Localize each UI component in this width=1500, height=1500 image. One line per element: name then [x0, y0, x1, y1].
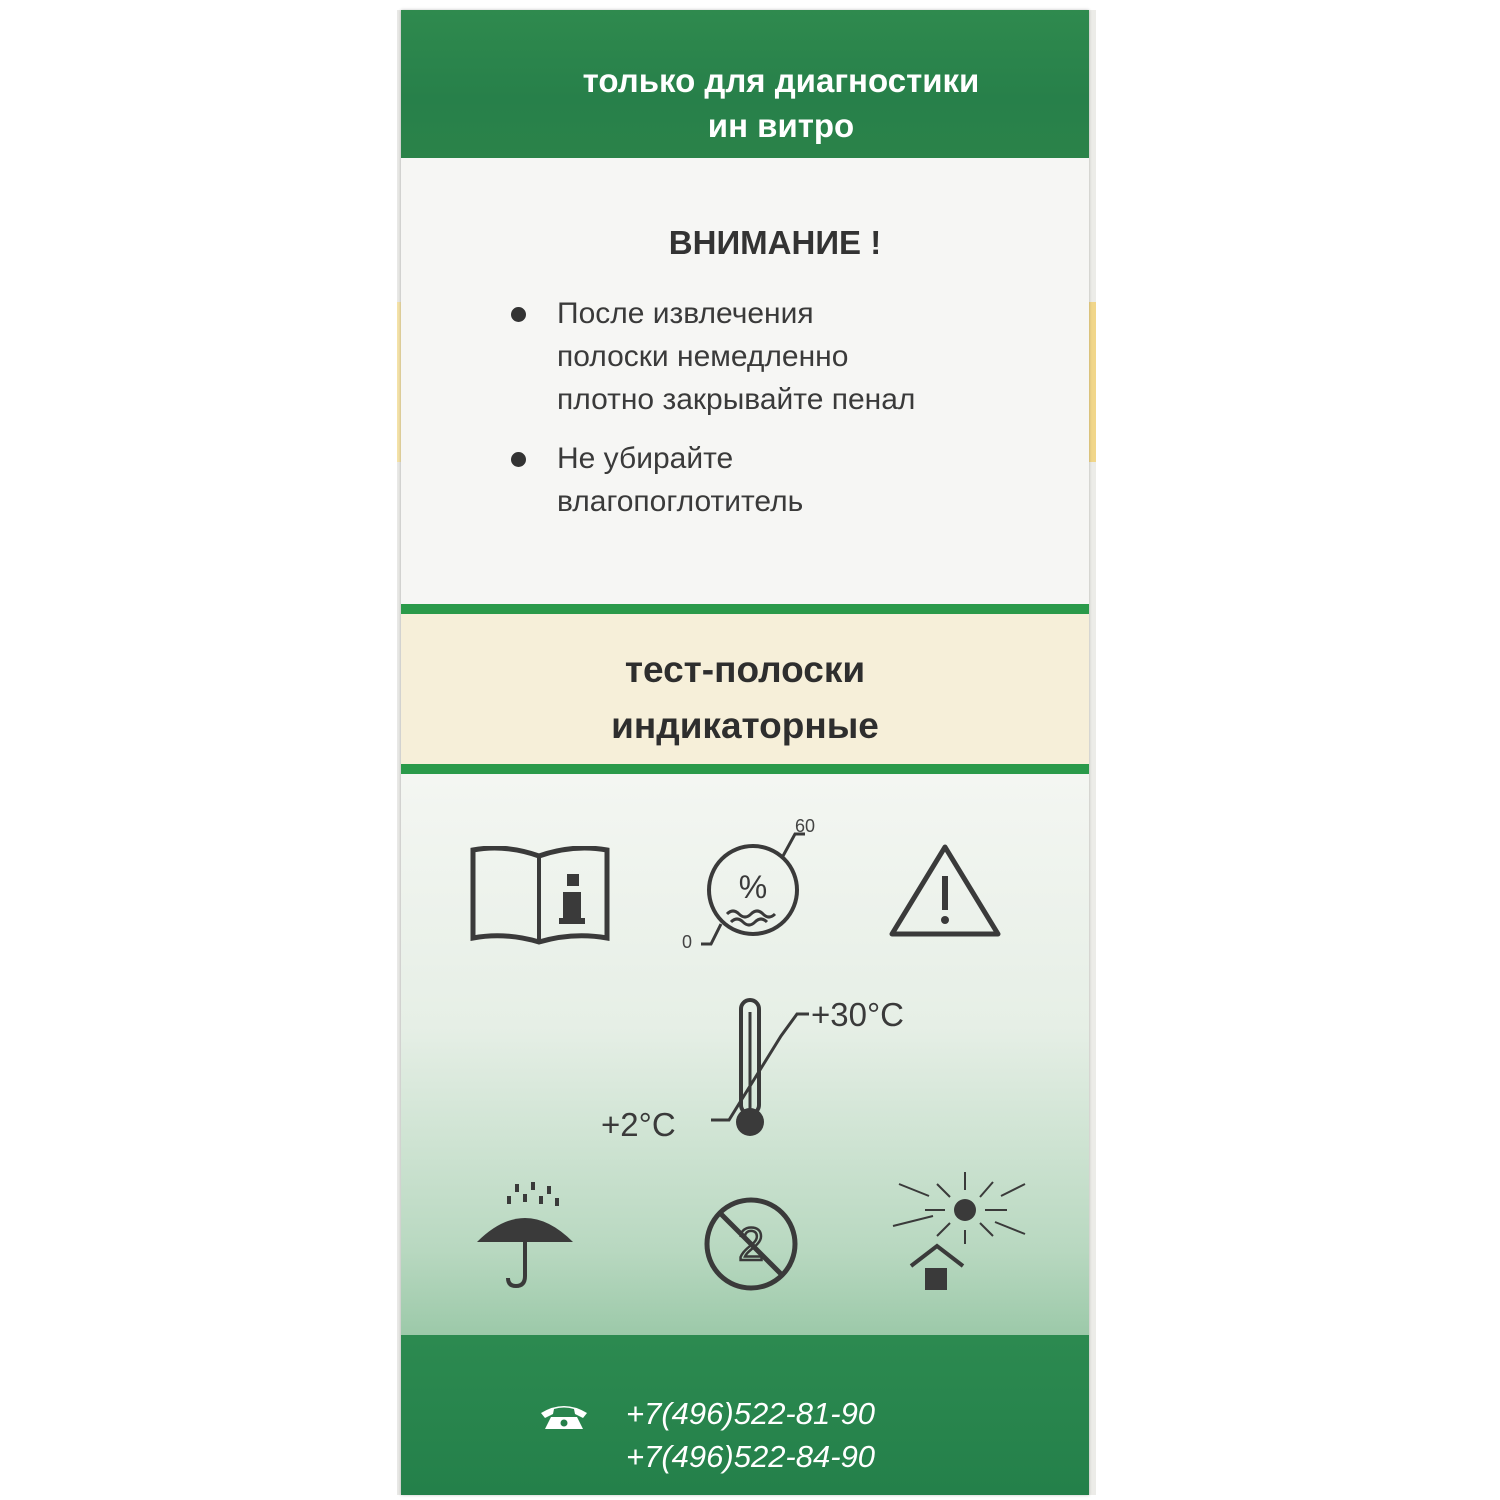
temperature-min-label: +2°C: [601, 1106, 676, 1143]
top-green-band: [401, 10, 1089, 158]
divider-line: [401, 764, 1089, 774]
phone-number: +7(496)522-81-90: [626, 1396, 876, 1431]
temperature-max-label: +30°C: [811, 996, 905, 1033]
humidity-max-label: 60: [795, 816, 816, 836]
humidity-limit-icon: [683, 822, 833, 956]
bullet-icon: [511, 452, 526, 467]
caution-triangle-icon: [887, 842, 1003, 940]
divider-line: [401, 604, 1089, 614]
keep-away-from-sunlight-icon: [889, 1170, 1029, 1294]
warning-list: [507, 292, 927, 539]
product-name: тест-полоски индикаторные: [611, 649, 879, 746]
package-box: [401, 10, 1089, 1495]
box-right-edge: [1089, 10, 1096, 1495]
warning-item: После извлечения полоски немедленно плотно закрывайте пенал: [507, 292, 927, 421]
in-vitro-notice: только для диагностики ин витро: [582, 62, 980, 144]
info-book-icon: [469, 846, 611, 946]
phone-icon: [539, 1403, 589, 1431]
bullet-icon: [511, 307, 526, 322]
svg-text:%: %: [738, 869, 768, 905]
humidity-min-label: 0: [682, 932, 693, 952]
temperature-limit-icon: [701, 992, 811, 1142]
svg-text:2: 2: [738, 1218, 764, 1270]
do-not-reuse-icon: [701, 1194, 801, 1294]
keep-dry-umbrella-icon: [471, 1180, 579, 1292]
phone-numbers: [626, 1392, 875, 1478]
warning-title: ВНИМАНИЕ !: [668, 224, 882, 261]
warning-item: Не убирайте влагопоглотитель: [507, 437, 927, 523]
phone-number: +7(496)522-84-90: [626, 1439, 876, 1474]
